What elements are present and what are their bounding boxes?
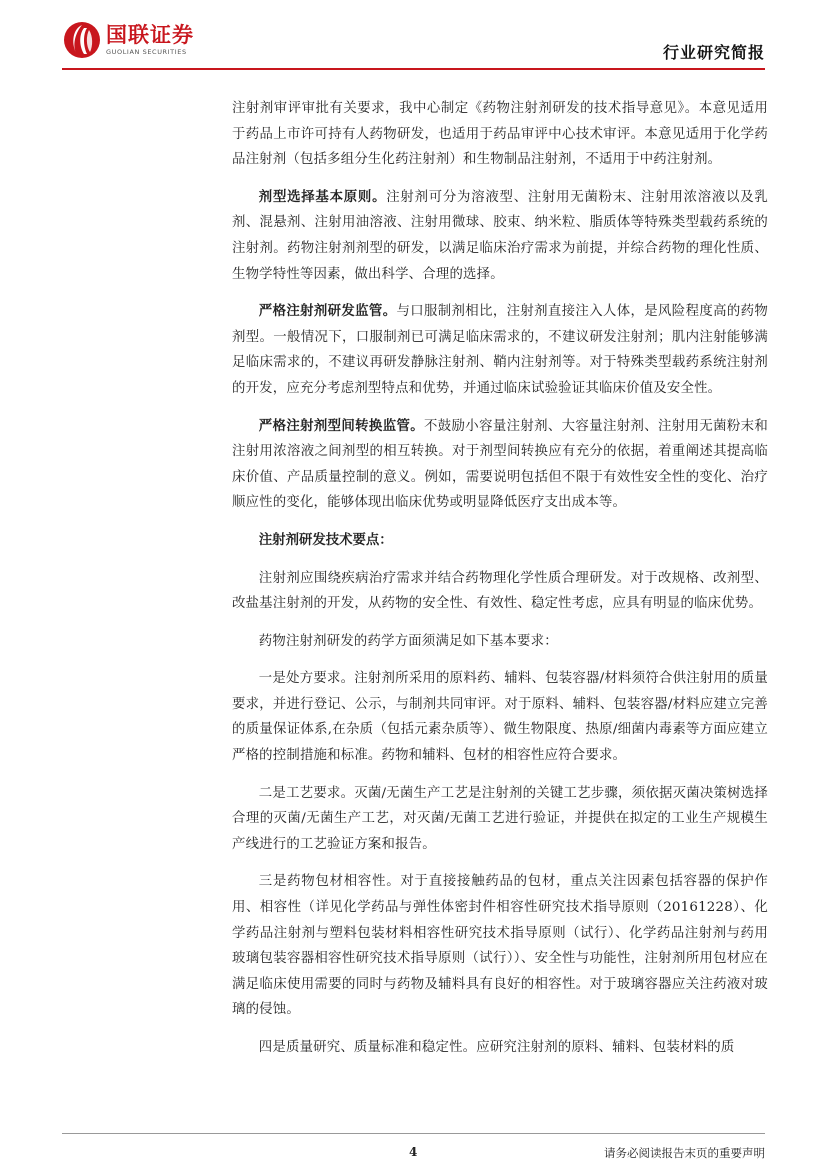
paragraph: [232, 299, 768, 401]
paragraph: [232, 414, 768, 516]
logo-chinese-name: 国联证券: [106, 22, 194, 47]
paragraph: 注射剂应围绕疾病治疗需求并结合药物理化学性质合理研发。对于改规格、改剂型、改盐基注射剂的开发，从药物的安全性、有效性、稳定性考虑，应具有明显的临床优势。: [232, 570, 768, 612]
paragraph-text: 不鼓励小容量注射剂、大容量注射剂、注射用无菌粉末和注射用浓溶液之间剂型的相互转换。对于剂型间转换应有充分的依据，着重阐述其提高临床价值、产品质量控制的意义。例如，需要说明包括但不限于有效性安全性的变化、治疗顺应性的变化，能够体现出临床优势或明显降低医疗支出成本等。: [232, 418, 768, 511]
paragraph: 三是药物包材相容性。对于直接接触药品的包材，重点关注因素包括容器的保护作用、相容性（详见化学药品与弹性体密封件相容性研究技术指导原则（20161228）、化学药品注射剂与塑料包装材料相容性研究技术指导原则（试行）、化学药品注射剂与药用玻璃包装容器相容性研究技术指导原则（试行））、安全性与功能性，注射剂所用包材应在满足临床使用需要的同时与药物及辅料具有良好的相容性。对于玻璃容器应关注药液对玻璃的侵蚀。: [232, 874, 768, 1018]
footer-disclaimer: 请务必阅读报告末页的重要声明: [604, 1146, 765, 1160]
logo-english-name: GUOLIAN SECURITIES: [106, 47, 187, 56]
page-footer: [0, 1133, 827, 1169]
page-header: [0, 0, 827, 80]
paragraph-lead: 严格注射剂研发监管。: [258, 303, 397, 320]
header-divider: [62, 68, 765, 70]
company-logo: [62, 20, 194, 60]
paragraph: [232, 185, 768, 287]
paragraph-text: 与口服制剂相比，注射剂直接注入人体，是风险程度高的药物剂型。一般情况下，口服制剂已可满足临床需求的，不建议研发注射剂；肌内注射能够满足临床需求的，不建议再研发静脉注射剂、鞘内注射剂等。对于特殊类型载药系统注射剂的开发，应充分考虑剂型特点和优势，并通过临床试验验证其临床价值及安全性。: [232, 304, 768, 396]
guolian-logo-icon: [62, 20, 102, 60]
report-body: [232, 96, 768, 1073]
report-type-title: 行业研究简报: [662, 43, 765, 62]
footer-divider: [62, 1133, 765, 1134]
paragraph: 药物注射剂研发的药学方面须满足如下基本要求：: [258, 633, 558, 649]
page-number: 4: [409, 1145, 418, 1159]
paragraph: 一是处方要求。注射剂所采用的原料药、辅料、包装容器/材料须符合供注射用的质量要求，并进行登记、公示，与制剂共同审评。对于原料、辅料、包装容器/材料应建立完善的质量保证体系,在杂质（包括元素杂质等）、微生物限度、热原/细菌内毒素等方面应建立严格的控制措施和标准。药物和辅料、包材的相容性应符合要求。: [232, 671, 768, 764]
section-title: 注射剂研发技术要点：: [258, 531, 393, 548]
paragraph: 四是质量研究、质量标准和稳定性。应研究注射剂的原料、辅料、包装材料的质: [258, 1040, 735, 1055]
paragraph: 二是工艺要求。灭菌/无菌生产工艺是注射剂的关键工艺步骤，须依据灭菌决策树选择合理的灭菌/无菌生产工艺，对灭菌/无菌工艺进行验证，并提供在拟定的工业生产规模生产线进行的工艺验证方案和报告。: [232, 785, 768, 852]
paragraph-lead: 严格注射剂型间转换监管。: [258, 417, 424, 434]
paragraph-lead: 剂型选择基本原则。: [258, 188, 387, 205]
paragraph-text: 注射剂审评审批有关要求，我中心制定《药物注射剂研发的技术指导意见》。本意见适用于药品上市许可持有人药物研发，也适用于药品审评中心技术审评。本意见适用于化学药品注射剂（包括多组分生化药注射剂）和生物制品注射剂，不适用于中药注射剂。: [232, 101, 768, 168]
paragraph-text: 注射剂可分为溶液型、注射用无菌粉末、注射用浓溶液以及乳剂、混悬剂、注射用油溶液、注射用微球、胶束、纳米粒、脂质体等特殊类型载药系统的注射剂。药物注射剂剂型的研发，以满足临床治疗需求为前提，并综合药物的理化性质、生物学特性等因素，做出科学、合理的选择。: [232, 189, 768, 282]
paragraph: [232, 96, 768, 173]
